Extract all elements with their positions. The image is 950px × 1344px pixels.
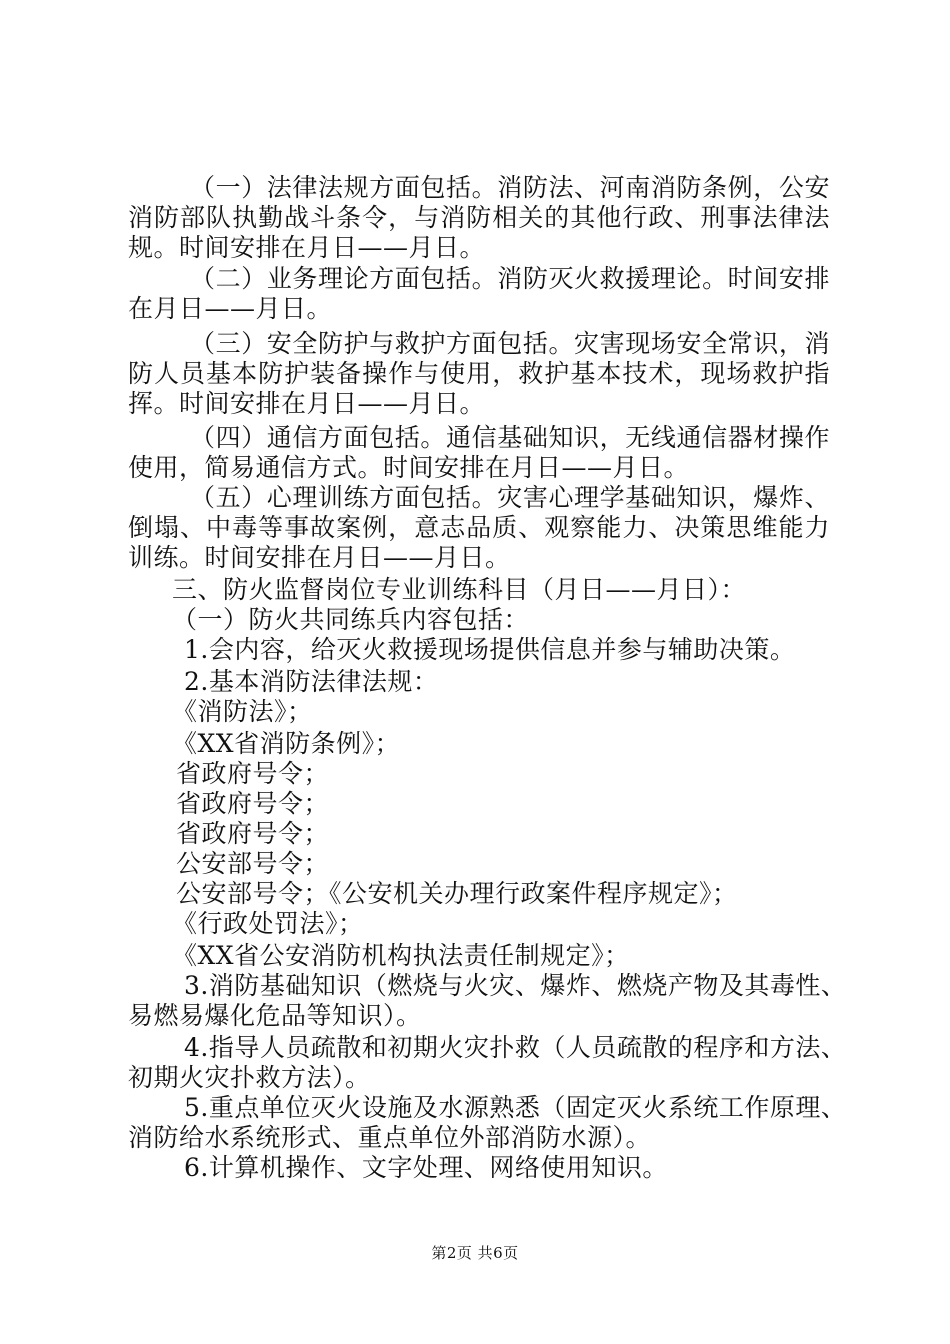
paragraph-1-line-2: 消防部队执勤战斗条令，与消防相关的其他行政、刑事法律法 <box>128 203 830 232</box>
paragraph-2-line-2: 在月日——月日。 <box>128 294 333 323</box>
item-3-line-1: 3.消防基础知识（燃烧与火灾、爆炸、燃烧产物及其毒性、 <box>184 971 847 1000</box>
item-2: 2.基本消防法律法规： <box>184 667 439 696</box>
law-enforcement-responsibility: 《XX省公安消防机构执法责任制规定》； <box>172 941 630 970</box>
page-footer: 第2页 共6页 <box>431 1244 519 1262</box>
item-4-line-2: 初期火灾扑救方法）。 <box>128 1063 371 1092</box>
subsection-1-heading: （一）防火共同练兵内容包括： <box>172 605 530 634</box>
paragraph-5-line-1: （五）心理训练方面包括。灾害心理学基础知识，爆炸、 <box>190 483 830 512</box>
law-province-order-1: 省政府号令； <box>176 759 330 788</box>
paragraph-5-line-2: 倒塌、中毒等事故案例，意志品质、观察能力、决策思维能力 <box>128 513 830 542</box>
item-5-line-2: 消防给水系统形式、重点单位外部消防水源）。 <box>128 1123 652 1152</box>
paragraph-1-line-1: （一）法律法规方面包括。消防法、河南消防条例，公安 <box>190 173 830 202</box>
law-administrative-penalty: 《行政处罚法》； <box>172 909 364 938</box>
paragraph-4-line-1: （四）通信方面包括。通信基础知识，无线通信器材操作 <box>190 423 830 452</box>
section-3-heading: 三、防火监督岗位专业训练科目（月日——月日）： <box>172 575 747 604</box>
paragraph-1-line-3: 规。时间安排在月日——月日。 <box>128 233 486 262</box>
paragraph-3-line-1: （三）安全防护与救护方面包括。灾害现场安全常识，消 <box>190 329 830 358</box>
item-6: 6.计算机操作、文字处理、网络使用知识。 <box>184 1153 668 1182</box>
paragraph-3-line-2: 防人员基本防护装备操作与使用，救护基本技术，现场救护指 <box>128 359 830 388</box>
item-5-line-1: 5.重点单位灭火设施及水源熟悉（固定灭火系统工作原理、 <box>184 1093 847 1122</box>
law-xiaofang: 《消防法》； <box>172 697 313 726</box>
law-province-regulation: 《XX省消防条例》； <box>172 729 401 758</box>
paragraph-4-line-2: 使用，简易通信方式。时间安排在月日——月日。 <box>128 453 690 482</box>
law-ministry-order-2: 公安部号令；《公安机关办理行政案件程序规定》； <box>176 879 738 908</box>
law-ministry-order-1: 公安部号令； <box>176 849 330 878</box>
item-4-line-1: 4.指导人员疏散和初期火灾扑救（人员疏散的程序和方法、 <box>184 1033 847 1062</box>
item-1: 1.会内容，给灭火救援现场提供信息并参与辅助决策。 <box>184 635 796 664</box>
item-3-line-2: 易燃易爆化危品等知识）。 <box>128 1001 422 1030</box>
law-province-order-3: 省政府号令； <box>176 819 330 848</box>
law-province-order-2: 省政府号令； <box>176 789 330 818</box>
paragraph-5-line-3: 训练。时间安排在月日——月日。 <box>128 543 511 572</box>
paragraph-2-line-1: （二）业务理论方面包括。消防灭火救援理论。时间安排 <box>190 264 830 293</box>
paragraph-3-line-3: 挥。时间安排在月日——月日。 <box>128 389 486 418</box>
